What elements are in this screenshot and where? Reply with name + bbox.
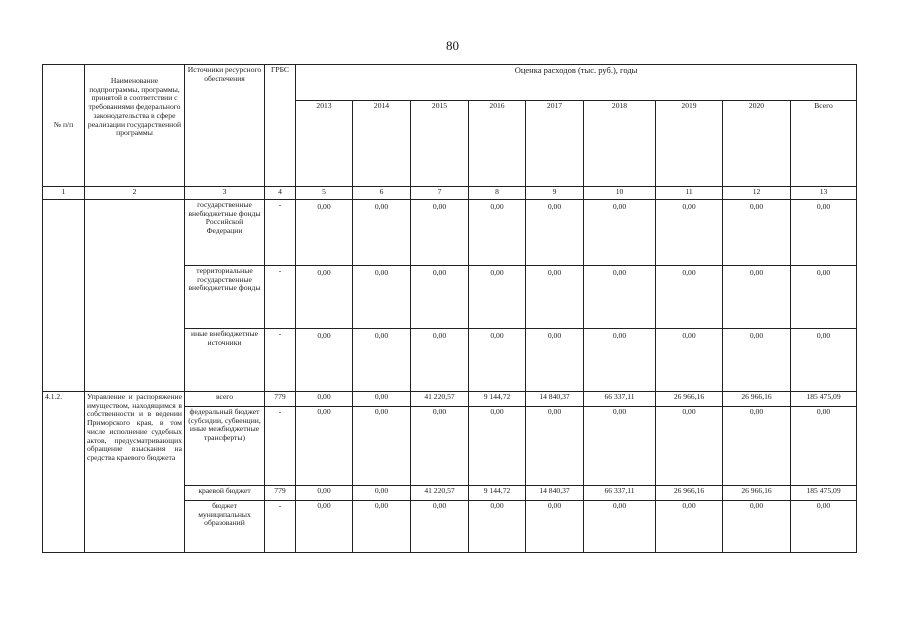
- value-cell: 0,00: [469, 407, 526, 486]
- value-cell: 0,00: [411, 329, 469, 392]
- value-cell: 0,00: [411, 200, 469, 266]
- grbs-cell: 779: [265, 392, 296, 407]
- header-col-estimate: Оценка расходов (тыс. руб.), годы: [296, 65, 857, 101]
- value-cell: 0,00: [656, 266, 723, 329]
- value-cell: 0,00: [791, 501, 857, 553]
- value-cell: 26 966,16: [656, 392, 723, 407]
- value-cell: 9 144,72: [469, 392, 526, 407]
- value-cell: 0,00: [656, 501, 723, 553]
- index-cell: 9: [526, 187, 584, 200]
- value-cell: 0,00: [791, 266, 857, 329]
- value-cell: 0,00: [526, 200, 584, 266]
- header-year: 2013: [296, 101, 353, 187]
- value-cell: 0,00: [296, 501, 353, 553]
- source-cell: краевой бюджет: [185, 486, 265, 501]
- header-col-grbs: ГРБС: [265, 65, 296, 187]
- value-cell: 0,00: [584, 266, 656, 329]
- source-cell: государственные внебюджетные фонды Российской Федерации: [185, 200, 265, 266]
- value-cell: 185 475,09: [791, 392, 857, 407]
- header-col-num: № п/п: [43, 65, 85, 187]
- source-cell: федеральный бюджет (субсидии, субвенции, иные межбюджетные трансферты): [185, 407, 265, 486]
- value-cell: 185 475,09: [791, 486, 857, 501]
- header-year: 2014: [353, 101, 411, 187]
- value-cell: 0,00: [469, 200, 526, 266]
- empty-num-cell: [43, 200, 85, 392]
- value-cell: 0,00: [296, 329, 353, 392]
- index-cell: 4: [265, 187, 296, 200]
- value-cell: 0,00: [469, 266, 526, 329]
- value-cell: 0,00: [656, 407, 723, 486]
- value-cell: 0,00: [526, 407, 584, 486]
- grbs-cell: 779: [265, 486, 296, 501]
- value-cell: 0,00: [469, 329, 526, 392]
- source-cell: бюджет муниципальных образований: [185, 501, 265, 553]
- index-row: [43, 187, 857, 200]
- value-cell: 0,00: [526, 329, 584, 392]
- page-number: 80: [446, 38, 459, 53]
- value-cell: 41 220,57: [411, 392, 469, 407]
- index-cell: 11: [656, 187, 723, 200]
- value-cell: 0,00: [723, 266, 791, 329]
- index-cell: 6: [353, 187, 411, 200]
- value-cell: 0,00: [353, 407, 411, 486]
- value-cell: 0,00: [526, 501, 584, 553]
- value-cell: 41 220,57: [411, 486, 469, 501]
- value-cell: 0,00: [723, 501, 791, 553]
- header-year: 2020: [723, 101, 791, 187]
- value-cell: 0,00: [656, 200, 723, 266]
- value-cell: 0,00: [584, 407, 656, 486]
- header-year: 2016: [469, 101, 526, 187]
- header-year-total: Всего: [791, 101, 857, 187]
- value-cell: 0,00: [723, 407, 791, 486]
- value-cell: 66 337,11: [584, 392, 656, 407]
- header-year: 2017: [526, 101, 584, 187]
- value-cell: 0,00: [584, 329, 656, 392]
- index-cell: 5: [296, 187, 353, 200]
- value-cell: 0,00: [791, 200, 857, 266]
- header-col-name: Наименование подпрограммы, программы, принятой в соответствии с требованиями федерального законодательства в сфере реализации государственной программы: [85, 65, 185, 187]
- index-cell: 7: [411, 187, 469, 200]
- value-cell: 26 966,16: [723, 486, 791, 501]
- value-cell: 0,00: [526, 266, 584, 329]
- value-cell: 66 337,11: [584, 486, 656, 501]
- header-year: 2015: [411, 101, 469, 187]
- source-cell: иные внебюджетные источники: [185, 329, 265, 392]
- value-cell: 0,00: [411, 266, 469, 329]
- value-cell: 14 840,37: [526, 392, 584, 407]
- value-cell: 0,00: [296, 200, 353, 266]
- item-name: Управление и распоряжение имуществом, находящимся в собственности и в ведении Приморского края, в том числе исполнение судебных актов, предусматривающих обращение взыскания на средства краевого бюджета: [85, 392, 185, 553]
- value-cell: 26 966,16: [656, 486, 723, 501]
- table-row: [43, 200, 857, 266]
- value-cell: 0,00: [296, 266, 353, 329]
- value-cell: 0,00: [469, 501, 526, 553]
- value-cell: 0,00: [296, 392, 353, 407]
- grbs-cell: -: [265, 407, 296, 486]
- value-cell: 26 966,16: [723, 392, 791, 407]
- index-cell: 12: [723, 187, 791, 200]
- value-cell: 0,00: [353, 200, 411, 266]
- value-cell: 0,00: [723, 200, 791, 266]
- budget-table: [42, 64, 857, 553]
- header-year: 2019: [656, 101, 723, 187]
- value-cell: 0,00: [296, 486, 353, 501]
- value-cell: 0,00: [723, 329, 791, 392]
- value-cell: 0,00: [584, 200, 656, 266]
- index-cell: 2: [85, 187, 185, 200]
- value-cell: 0,00: [411, 501, 469, 553]
- header-row-top: [43, 65, 857, 101]
- grbs-cell: -: [265, 329, 296, 392]
- value-cell: 0,00: [353, 329, 411, 392]
- index-cell: 3: [185, 187, 265, 200]
- value-cell: 0,00: [296, 407, 353, 486]
- empty-name-cell: [85, 200, 185, 392]
- value-cell: 14 840,37: [526, 486, 584, 501]
- value-cell: 0,00: [656, 329, 723, 392]
- value-cell: 0,00: [791, 329, 857, 392]
- grbs-cell: -: [265, 266, 296, 329]
- grbs-cell: -: [265, 200, 296, 266]
- value-cell: 0,00: [353, 392, 411, 407]
- value-cell: 0,00: [353, 486, 411, 501]
- source-cell: всего: [185, 392, 265, 407]
- value-cell: 0,00: [584, 501, 656, 553]
- index-cell: 10: [584, 187, 656, 200]
- value-cell: 0,00: [353, 266, 411, 329]
- index-cell: 13: [791, 187, 857, 200]
- source-cell: территориальные государственные внебюджетные фонды: [185, 266, 265, 329]
- value-cell: 0,00: [411, 407, 469, 486]
- item-number: 4.1.2.: [43, 392, 85, 553]
- index-cell: 1: [43, 187, 85, 200]
- grbs-cell: -: [265, 501, 296, 553]
- value-cell: 0,00: [791, 407, 857, 486]
- value-cell: 9 144,72: [469, 486, 526, 501]
- table-row: [43, 392, 857, 407]
- header-year: 2018: [584, 101, 656, 187]
- index-cell: 8: [469, 187, 526, 200]
- value-cell: 0,00: [353, 501, 411, 553]
- header-col-source: Источники ресурсного обеспечения: [185, 65, 265, 187]
